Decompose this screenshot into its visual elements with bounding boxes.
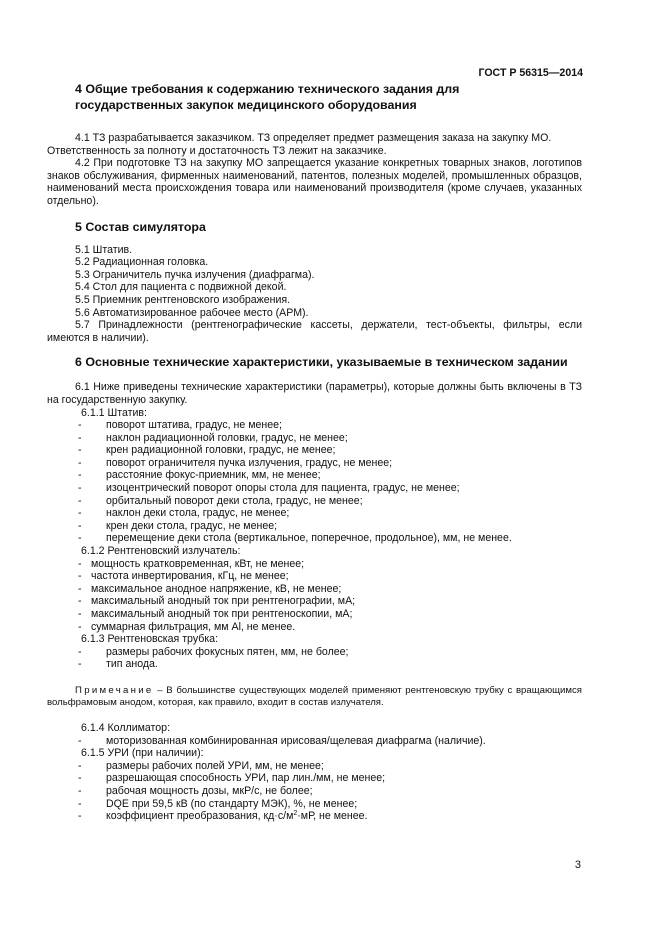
list-item	[47, 482, 582, 495]
list-dash: -	[78, 469, 82, 482]
list-item-text: моторизованная комбинированная ирисовая/щелевая диафрагма (наличие).	[106, 734, 486, 747]
list-item-text: разрешающая способность УРИ, пар лин./мм, не менее;	[106, 772, 386, 785]
list-dash: -	[78, 734, 82, 747]
list-dash: -	[78, 570, 82, 583]
list-item-text	[106, 810, 367, 822]
list-item-text: расстояние фокус-приемник, мм, не менее;	[106, 469, 321, 482]
subsection-6-1-5: 6.1.5 УРИ (при наличии):	[81, 747, 204, 760]
list-item-text: наклон деки стола, градус, не менее;	[106, 507, 290, 520]
list-item	[47, 532, 582, 545]
item-5-4: 5.4 Стол для пациента с подвижной декой.	[75, 281, 287, 294]
list-item	[47, 621, 582, 634]
list-item-text: поворот штатива, градус, не менее;	[106, 419, 282, 432]
list-item	[47, 432, 582, 445]
para-4-2: 4.2 При подготовке ТЗ на закупку МО запрещается указание конкретных товарных знаков, логотипов знаков обслуживания, фирменных наименований, патентов, полезных моделей, промышленных образцов, наименований места происхождения товара или наименований производителя (кроме случаев, указанных отдельно).	[47, 157, 582, 207]
note-text: – В большинстве существующих моделей применяют рентгеновскую трубку с вращающимся вольфрамовым анодом, которая, как правило, входит в состав излучателя.	[47, 684, 582, 708]
list-dash: -	[78, 810, 82, 823]
list-dash: -	[78, 582, 82, 595]
item-5-6: 5.6 Автоматизированное рабочее место (АРМ).	[75, 306, 309, 319]
list-item	[47, 735, 582, 748]
para-4-1: 4.1 ТЗ разрабатывается заказчиком. ТЗ определяет предмет размещения заказа на закупку МО.	[75, 132, 552, 144]
item-5-3: 5.3 Ограничитель пучка излучения (диафрагма).	[75, 268, 315, 281]
list-item	[47, 760, 582, 773]
list-item-text: DQE при 59,5 кВ (по стандарту МЭК), %, не менее;	[106, 797, 358, 810]
list-dash: -	[78, 557, 82, 570]
list-item	[47, 772, 582, 785]
list-dash: -	[78, 507, 82, 520]
list-item	[47, 507, 582, 520]
list-dash: -	[78, 519, 82, 532]
list-item	[47, 520, 582, 533]
list-item-text: крен радиационной головки, градус, не менее;	[106, 444, 336, 457]
list-item-text: наклон радиационной головки, градус, не менее;	[106, 431, 348, 444]
list-item	[47, 469, 582, 482]
list-item	[47, 583, 582, 596]
section-6-title: 6 Основные технические характеристики, указываемые в техническом задании	[75, 355, 568, 370]
subsection-6-1-3: 6.1.3 Рентгеновская трубка:	[81, 633, 219, 646]
list-dash: -	[78, 494, 82, 507]
list-item-text: изоцентрический поворот опоры стола для пациента, градус, не менее;	[106, 482, 460, 495]
list-dash: -	[78, 658, 82, 671]
list-item-text: суммарная фильтрация, мм Al, не менее.	[91, 620, 296, 633]
para-6-1: 6.1 Ниже приведены технические характеристики (параметры), которые должны быть включены в ТЗ на государственную закупку.	[47, 381, 582, 406]
item-5-5: 5.5 Приемник рентгеновского изображения.	[75, 293, 291, 306]
list-dash: -	[78, 431, 82, 444]
list-dash: -	[78, 532, 82, 545]
list-item	[47, 658, 582, 671]
subsection-6-1-4: 6.1.4 Коллиматор:	[81, 721, 171, 734]
list-dash: -	[78, 759, 82, 772]
list-item-text: тип анода.	[106, 658, 158, 671]
list-item	[47, 785, 582, 798]
list-dash: -	[78, 645, 82, 658]
list-item-text: орбитальный поворот деки стола, градус, не менее;	[106, 494, 363, 507]
list-item	[47, 646, 582, 659]
item-5-7: 5.7 Принадлежности (рентгенографические кассеты, держатели, тест-объекты, фильтры, если имеются в наличии).	[47, 319, 582, 344]
conversion-text-a: коэффициент преобразования, кд·с/м	[106, 810, 294, 823]
page-number: 3	[574, 859, 581, 871]
list-item-text: перемещение деки стола (вертикальное, поперечное, продольное), мм, не менее.	[106, 532, 512, 545]
list-dash: -	[78, 620, 82, 633]
item-5-1: 5.1 Штатив.	[75, 243, 133, 256]
list-item-text: максимальный анодный ток при рентгенографии, мА;	[91, 595, 356, 608]
list-item-text: размеры рабочих фокусных пятен, мм, не более;	[106, 645, 349, 658]
list-dash: -	[78, 784, 82, 797]
section-5-title: 5 Состав симулятора	[75, 219, 206, 234]
subsection-6-1-2: 6.1.2 Рентгеновский излучатель:	[81, 545, 241, 558]
list-item	[47, 570, 582, 583]
list-item-text: размеры рабочих полей УРИ, мм, не менее;	[106, 759, 324, 772]
list-dash: -	[78, 772, 82, 785]
list-item	[47, 495, 582, 508]
section-4-title-line2: государственных закупок медицинского оборудования	[75, 98, 417, 112]
list-dash: -	[78, 595, 82, 608]
list-item-text: крен деки стола, градус, не менее;	[106, 519, 278, 532]
superscript-2: 2	[293, 810, 298, 818]
list-item-text: максимальный анодный ток при рентгеноскопии, мА;	[91, 608, 353, 620]
note-label: Примечание	[75, 684, 154, 696]
section-4-title	[47, 81, 582, 113]
list-item	[47, 457, 582, 470]
conversion-text-b: ·мР, не менее.	[297, 810, 368, 823]
list-item-text: мощность кратковременная, кВт, не менее;	[91, 557, 305, 570]
list-item	[47, 608, 582, 621]
section-4-title-line1: 4 Общие требования к содержанию технического задания для	[75, 82, 460, 96]
list-item	[47, 558, 582, 571]
standard-header: ГОСТ Р 56315—2014	[478, 67, 583, 79]
list-dash: -	[78, 797, 82, 810]
list-item	[47, 595, 582, 608]
subsection-6-1-1: 6.1.1 Штатив:	[81, 406, 147, 419]
list-item	[47, 798, 582, 811]
list-item	[47, 419, 582, 432]
note	[47, 685, 582, 709]
list-item-text: поворот ограничителя пучка излучения, градус, не менее;	[106, 456, 393, 469]
list-item	[47, 810, 582, 823]
list-dash: -	[78, 482, 82, 495]
list-item-text: рабочая мощность дозы, мкР/с, не более;	[106, 784, 313, 797]
page-content	[47, 81, 582, 823]
item-5-2: 5.2 Радиационная головка.	[75, 256, 209, 269]
list-item-text: частота инвертирования, кГц, не менее;	[91, 570, 289, 583]
list-item	[47, 444, 582, 457]
list-dash: -	[78, 456, 82, 469]
list-dash: -	[78, 444, 82, 457]
list-item-text: максимальное анодное напряжение, кВ, не менее;	[91, 582, 342, 595]
para-4-1-cont: Ответственность за полноту и достаточность ТЗ лежит на заказчике.	[47, 144, 387, 157]
list-dash: -	[78, 608, 82, 620]
list-dash: -	[78, 419, 82, 432]
